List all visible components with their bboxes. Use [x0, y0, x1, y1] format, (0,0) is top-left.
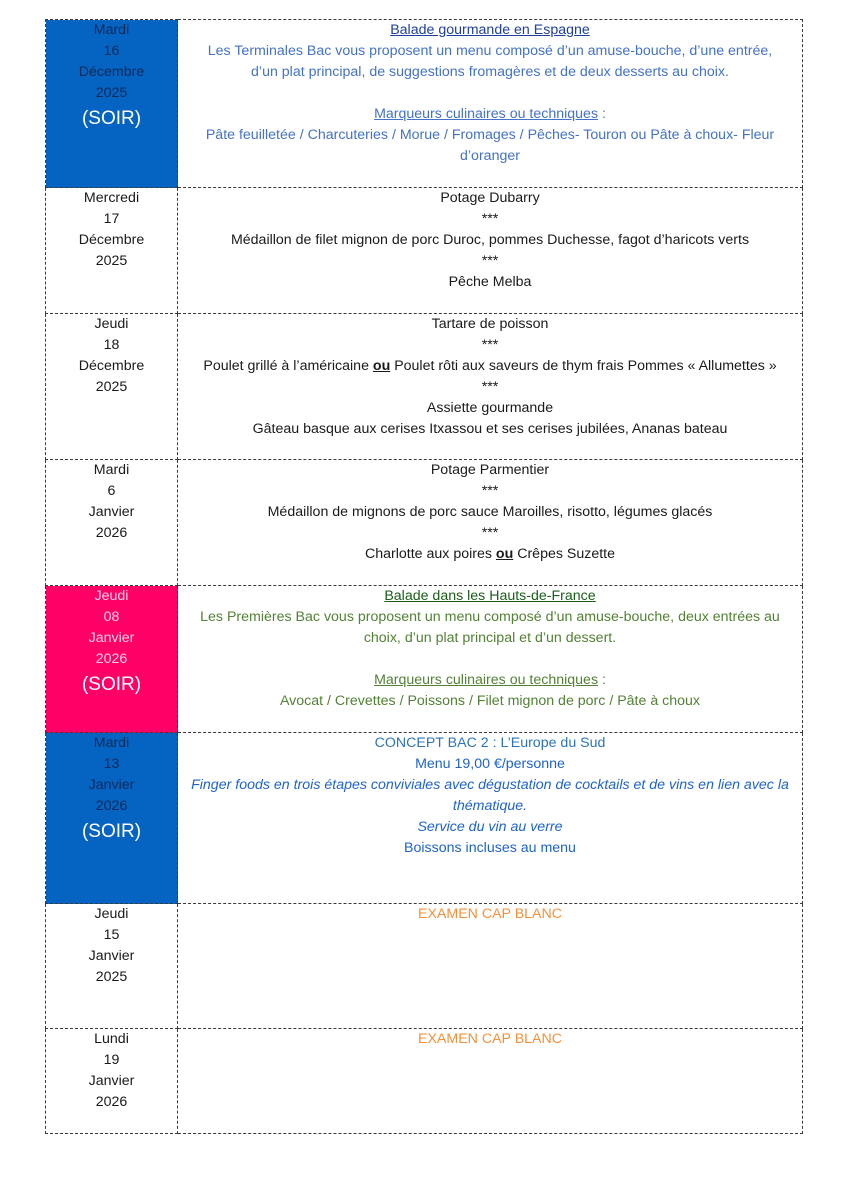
day-name: Mardi	[93, 735, 130, 751]
separator: ***	[481, 525, 499, 541]
markers-line: d’oranger	[460, 148, 520, 164]
menu-intro-line: choix, d’un plat principal et d’un dessert.	[363, 630, 617, 646]
menu-price: Menu 19,00 €/personne	[415, 756, 565, 772]
menu-intro-line: Les Premières Bac vous proposent un menu composé d’un amuse-bouche, deux entrées au	[200, 609, 780, 625]
day-name: Jeudi	[94, 316, 129, 332]
day-name: Jeudi	[94, 906, 129, 922]
day-number: 18	[103, 337, 120, 353]
or-word: ou	[372, 358, 391, 374]
date-cell	[46, 20, 178, 188]
separator: ***	[481, 253, 499, 269]
date-cell	[46, 314, 178, 460]
menu-intro-line: Les Terminales Bac vous proposent un menu composé d’un amuse-bouche, d’une entrée,	[207, 43, 773, 59]
separator: ***	[481, 379, 499, 395]
date-cell	[46, 1029, 178, 1134]
evening-label: (SOIR)	[81, 674, 142, 695]
year: 2026	[95, 525, 128, 541]
day-name: Mercredi	[83, 190, 140, 206]
menu-title: Balade dans les Hauts-de-France	[384, 588, 596, 604]
menu-row	[46, 314, 803, 460]
dessert: Gâteau basque aux cerises Itxassou et ses cerises jubilées, Ananas bateau	[252, 421, 728, 437]
menu-row	[46, 733, 803, 904]
month: Décembre	[78, 64, 145, 80]
day-name: Mardi	[93, 22, 130, 38]
menu-cell	[178, 733, 803, 904]
menu-cell	[178, 460, 803, 586]
day-number: 16	[103, 43, 120, 59]
main-option-b: Poulet rôti aux saveurs de thym frais Pommes « Allumettes »	[390, 358, 777, 374]
year: 2025	[95, 253, 128, 269]
month: Janvier	[88, 504, 135, 520]
year: 2026	[95, 1094, 128, 1110]
exam-label: EXAMEN CAP BLANC	[417, 1031, 563, 1047]
month: Janvier	[88, 777, 135, 793]
exam-label: EXAMEN CAP BLANC	[417, 906, 563, 922]
day-number: 19	[103, 1052, 120, 1068]
starter: Tartare de poisson	[431, 316, 549, 332]
or-word: ou	[495, 546, 514, 562]
main-course: Médaillon de mignons de porc sauce Maroilles, risotto, légumes glacés	[267, 504, 713, 520]
menu-row	[46, 904, 803, 1029]
menu-cell	[178, 314, 803, 460]
dessert: Pêche Melba	[448, 274, 532, 290]
menu-row	[46, 460, 803, 586]
markers-heading	[178, 104, 802, 125]
concept-description: thématique.	[452, 798, 528, 814]
day-name: Jeudi	[94, 588, 129, 604]
menu-row	[46, 20, 803, 188]
month: Décembre	[78, 358, 145, 374]
month: Janvier	[88, 948, 135, 964]
year: 2026	[95, 651, 128, 667]
starter: Potage Parmentier	[430, 462, 550, 478]
menu-cell	[178, 1029, 803, 1134]
menu-row	[46, 1029, 803, 1134]
menu-cell	[178, 586, 803, 733]
starter: Potage Dubarry	[440, 190, 540, 206]
markers-label: Marqueurs culinaires ou techniques	[374, 672, 599, 688]
date-cell	[46, 586, 178, 733]
main-option-a: Poulet grillé à l’américaine	[203, 358, 373, 374]
day-name: Lundi	[94, 1031, 129, 1047]
wine-service: Service du vin au verre	[417, 819, 563, 835]
menu-row	[46, 586, 803, 733]
cheese-course: Assiette gourmande	[426, 400, 554, 416]
day-number: 17	[103, 211, 120, 227]
markers-colon: :	[598, 106, 606, 122]
dessert-option-a: Charlotte aux poires	[365, 546, 496, 562]
separator: ***	[481, 211, 499, 227]
date-cell	[46, 733, 178, 904]
menu-table	[45, 19, 803, 1134]
separator: ***	[481, 337, 499, 353]
separator: ***	[481, 483, 499, 499]
month: Janvier	[88, 630, 135, 646]
menu-cell	[178, 188, 803, 314]
concept-description: Finger foods en trois étapes conviviales avec dégustation de cocktails et de vins en lien avec la	[191, 777, 789, 793]
date-cell	[46, 460, 178, 586]
dessert-option-b: Crêpes Suzette	[513, 546, 615, 562]
day-name: Mardi	[93, 462, 130, 478]
menu-cell	[178, 20, 803, 188]
markers-line: Avocat / Crevettes / Poissons / Filet mignon de porc / Pâte à choux	[279, 693, 701, 709]
menu-intro-line: d’un plat principal, de suggestions fromagères et de deux desserts au choix.	[251, 64, 729, 80]
month: Décembre	[78, 232, 145, 248]
drinks-included: Boissons incluses au menu	[404, 840, 576, 856]
date-cell	[46, 904, 178, 1029]
year: 2025	[95, 969, 128, 985]
concept-title: CONCEPT BAC 2 : L’Europe du Sud	[374, 735, 606, 751]
month: Janvier	[88, 1073, 135, 1089]
evening-label: (SOIR)	[81, 108, 142, 129]
main-course	[178, 356, 802, 377]
year: 2025	[95, 379, 128, 395]
day-number: 08	[103, 609, 120, 625]
dessert	[178, 544, 802, 565]
day-number: 15	[103, 927, 120, 943]
day-number: 6	[107, 483, 116, 499]
year: 2026	[95, 798, 128, 814]
markers-label: Marqueurs culinaires ou techniques	[374, 106, 599, 122]
menu-title: Balade gourmande en Espagne	[390, 22, 590, 38]
menu-cell	[178, 904, 803, 1029]
markers-colon: :	[598, 672, 606, 688]
year: 2025	[95, 85, 128, 101]
evening-label: (SOIR)	[81, 821, 142, 842]
markers-heading	[178, 670, 802, 691]
menu-row	[46, 188, 803, 314]
main-course: Médaillon de filet mignon de porc Duroc, pommes Duchesse, fagot d’haricots verts	[230, 232, 750, 248]
date-cell	[46, 188, 178, 314]
day-number: 13	[103, 756, 120, 772]
markers-line: Pâte feuilletée / Charcuteries / Morue / Fromages / Pêches- Touron ou Pâte à choux- Fleur	[205, 127, 775, 143]
